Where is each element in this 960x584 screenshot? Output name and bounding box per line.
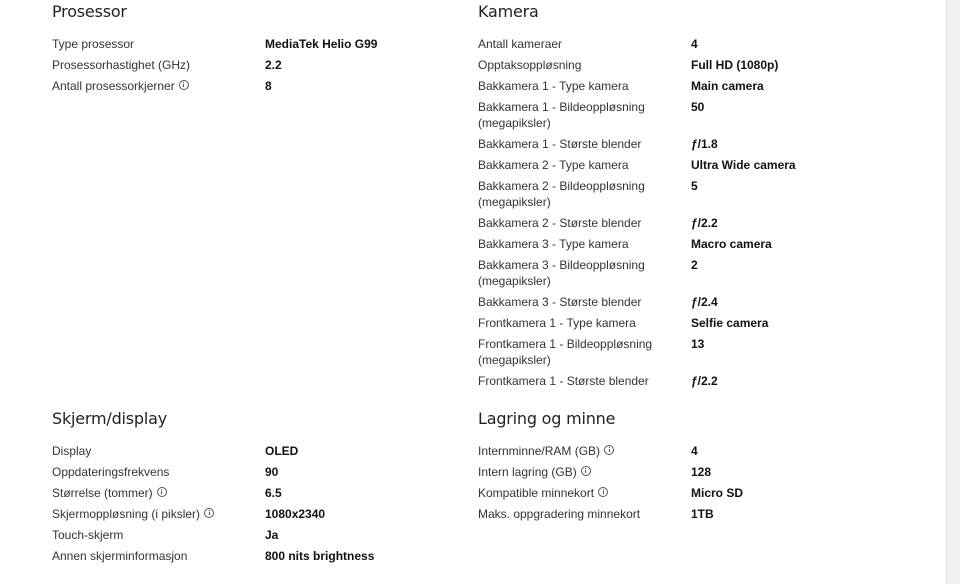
spec-label: Bakkamera 2 - Bildeoppløsning (megapiksler) — [478, 179, 645, 209]
spec-row — [478, 236, 878, 252]
spec-value: 4 — [691, 37, 698, 51]
spec-label: Bakkamera 3 - Største blender — [478, 295, 642, 309]
info-circle-icon[interactable] — [598, 487, 608, 497]
spec-value: 5 — [691, 179, 698, 193]
spec-value: OLED — [265, 444, 299, 458]
spec-row — [478, 178, 878, 210]
spec-row — [478, 443, 878, 459]
spec-label: Bakkamera 2 - Største blender — [478, 216, 642, 230]
spec-label: Bakkamera 3 - Type kamera — [478, 237, 629, 251]
spec-row — [52, 548, 452, 564]
spec-row — [478, 464, 878, 480]
spec-row — [478, 99, 878, 131]
spec-label: Bakkamera 3 - Bildeoppløsning (megapiksler) — [478, 258, 645, 288]
spec-label: Størrelse (tommer) — [52, 485, 265, 501]
spec-value: 1080x2340 — [265, 507, 326, 521]
camera-section — [478, 1, 878, 394]
spec-label: Oppdateringsfrekvens — [52, 465, 170, 479]
spec-label: Frontkamera 1 - Største blender — [478, 374, 649, 388]
spec-row — [478, 257, 878, 289]
spec-value: 4 — [691, 444, 698, 458]
spec-row — [478, 157, 878, 173]
display-title: Skjerm/display — [52, 409, 167, 428]
spec-label: Bakkamera 1 - Største blender — [478, 137, 642, 151]
info-circle-icon[interactable] — [604, 445, 614, 455]
spec-label: Bakkamera 2 - Type kamera — [478, 158, 629, 172]
spec-value: Selfie camera — [691, 316, 769, 330]
spec-label: Type prosessor — [52, 37, 135, 51]
camera-spec-list — [478, 36, 878, 389]
spec-row — [478, 336, 878, 368]
spec-label: Maks. oppgradering minnekort — [478, 507, 641, 521]
spec-row — [478, 57, 878, 73]
spec-row — [478, 78, 878, 94]
spec-label: Display — [52, 444, 92, 458]
spec-label: Kompatible minnekort — [478, 485, 691, 501]
spec-label: Prosessorhastighet (GHz) — [52, 58, 191, 72]
spec-value: Macro camera — [691, 237, 772, 251]
spec-value: 128 — [691, 465, 712, 479]
spec-value: 2.2 — [265, 58, 282, 72]
spec-value: Main camera — [691, 79, 764, 93]
spec-label: Opptaksoppløsning — [478, 58, 582, 72]
spec-value: 50 — [691, 100, 705, 114]
spec-value: 6.5 — [265, 486, 282, 500]
info-circle-icon[interactable] — [157, 487, 167, 497]
camera-title: Kamera — [478, 2, 539, 21]
spec-label: Antall prosessorkjerner — [52, 78, 265, 94]
spec-row — [52, 464, 452, 480]
spec-row — [52, 527, 452, 543]
spec-label: Antall kameraer — [478, 37, 563, 51]
vertical-scrollbar[interactable] — [946, 0, 960, 584]
spec-row — [52, 57, 452, 73]
spec-value: 90 — [265, 465, 279, 479]
spec-row — [52, 485, 452, 501]
spec-row — [478, 136, 878, 152]
display-section — [52, 408, 452, 569]
spec-value: ƒ/2.4 — [691, 295, 718, 309]
spec-row — [478, 315, 878, 331]
spec-value: Ja — [265, 528, 279, 542]
spec-row — [52, 506, 452, 522]
spec-row — [52, 36, 452, 52]
storage-section — [478, 408, 878, 527]
spec-value: ƒ/2.2 — [691, 374, 718, 388]
spec-value: MediaTek Helio G99 — [265, 37, 378, 51]
spec-label: Annen skjerminformasjon — [52, 549, 188, 563]
spec-value: Micro SD — [691, 486, 744, 500]
spec-label: Frontkamera 1 - Type kamera — [478, 316, 636, 330]
spec-row — [52, 78, 452, 94]
info-circle-icon[interactable] — [581, 466, 591, 476]
display-spec-list — [52, 443, 452, 564]
storage-spec-list — [478, 443, 878, 522]
spec-value: ƒ/1.8 — [691, 137, 718, 151]
info-circle-icon[interactable] — [204, 508, 214, 518]
spec-value: Ultra Wide camera — [691, 158, 796, 172]
spec-label: Touch-skjerm — [52, 528, 124, 542]
spec-value: 2 — [691, 258, 698, 272]
spec-value: Full HD (1080p) — [691, 58, 779, 72]
spec-row — [478, 373, 878, 389]
spec-label: Frontkamera 1 - Bildeoppløsning (megapiksler) — [478, 337, 653, 367]
spec-value: 8 — [265, 79, 272, 93]
storage-title: Lagring og minne — [478, 409, 616, 428]
processor-spec-list — [52, 36, 452, 94]
info-circle-icon[interactable] — [179, 80, 189, 90]
spec-label: Intern lagring (GB) — [478, 464, 691, 480]
spec-label: Bakkamera 1 - Bildeoppløsning (megapiksler) — [478, 100, 645, 130]
spec-label: Internminne/RAM (GB) — [478, 443, 691, 459]
spec-row — [478, 215, 878, 231]
spec-row — [52, 443, 452, 459]
spec-value: 1TB — [691, 507, 714, 521]
spec-row — [478, 36, 878, 52]
processor-title: Prosessor — [52, 2, 127, 21]
spec-label: Skjermoppløsning (i piksler) — [52, 506, 265, 522]
spec-row — [478, 506, 878, 522]
spec-value: 800 nits brightness — [265, 549, 375, 563]
spec-row — [478, 294, 878, 310]
spec-value: ƒ/2.2 — [691, 216, 718, 230]
spec-row — [478, 485, 878, 501]
processor-section — [52, 1, 452, 99]
spec-label: Bakkamera 1 - Type kamera — [478, 79, 629, 93]
spec-value: 13 — [691, 337, 705, 351]
